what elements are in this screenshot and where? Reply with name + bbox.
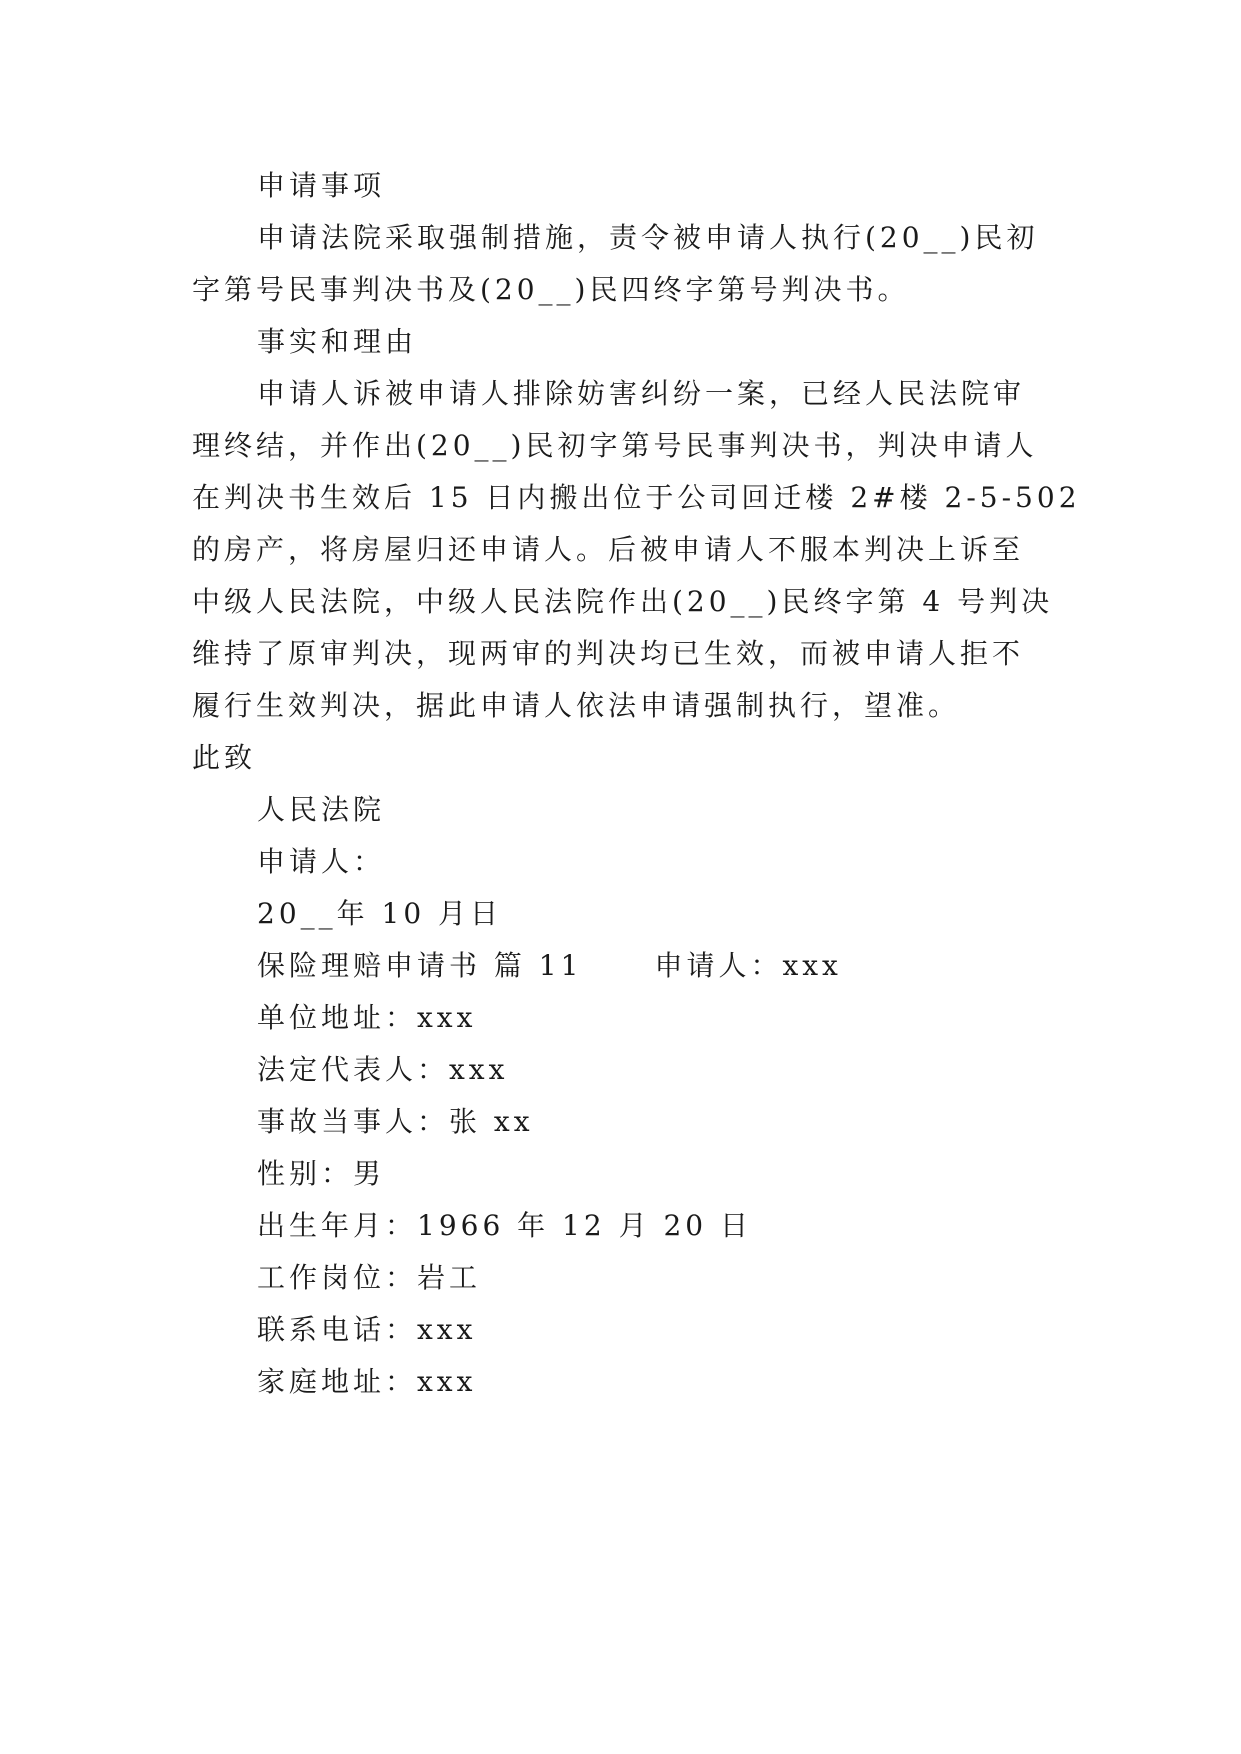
- salutation: 此致: [192, 741, 257, 774]
- request-line-1: 申请法院采取强制措施，责令被申请人执行(20__)民初: [257, 221, 1039, 254]
- accident-party: 事故当事人：张 xx: [257, 1105, 534, 1138]
- facts-line-4: 的房产，将房屋归还申请人。后被申请人不服本判决上诉至: [192, 533, 1025, 566]
- section-applicant: 申请人：xxx: [654, 949, 842, 982]
- document-date: 20__年 10 月日: [257, 897, 503, 930]
- court-name: 人民法院: [257, 793, 386, 826]
- facts-line-6: 维持了原审判决，现两审的判决均已生效，而被申请人拒不: [192, 637, 1025, 670]
- heading-request: 申请事项: [257, 169, 386, 202]
- facts-line-7: 履行生效判决，据此申请人依法申请强制执行，望准。: [192, 689, 961, 722]
- request-line-2: 字第号民事判决书及(20__)民四终字第号判决书。: [192, 273, 910, 306]
- section-title-line: [0, 946, 1241, 986]
- birth-date: 出生年月：1966 年 12 月 20 日: [257, 1209, 753, 1242]
- gender: 性别：男: [257, 1157, 386, 1190]
- job-position: 工作岗位：岩工: [257, 1261, 482, 1294]
- facts-line-3: 在判决书生效后 15 日内搬出位于公司回迁楼 2#楼 2-5-502: [192, 481, 1081, 514]
- facts-line-2: 理终结，并作出(20__)民初字第号民事判决书，判决申请人: [192, 429, 1038, 462]
- section-title: 保险理赔申请书 篇 11: [257, 949, 583, 982]
- unit-address: 单位地址：xxx: [257, 1001, 477, 1034]
- facts-line-1: 申请人诉被申请人排除妨害纠纷一案，已经人民法院审: [257, 377, 1026, 410]
- heading-facts: 事实和理由: [257, 325, 418, 358]
- contact-phone: 联系电话：xxx: [257, 1313, 477, 1346]
- home-address: 家庭地址：xxx: [257, 1365, 477, 1398]
- legal-representative: 法定代表人：xxx: [257, 1053, 509, 1086]
- facts-line-5: 中级人民法院，中级人民法院作出(20__)民终字第 4 号判决: [192, 585, 1054, 618]
- applicant-label: 申请人：: [257, 845, 386, 878]
